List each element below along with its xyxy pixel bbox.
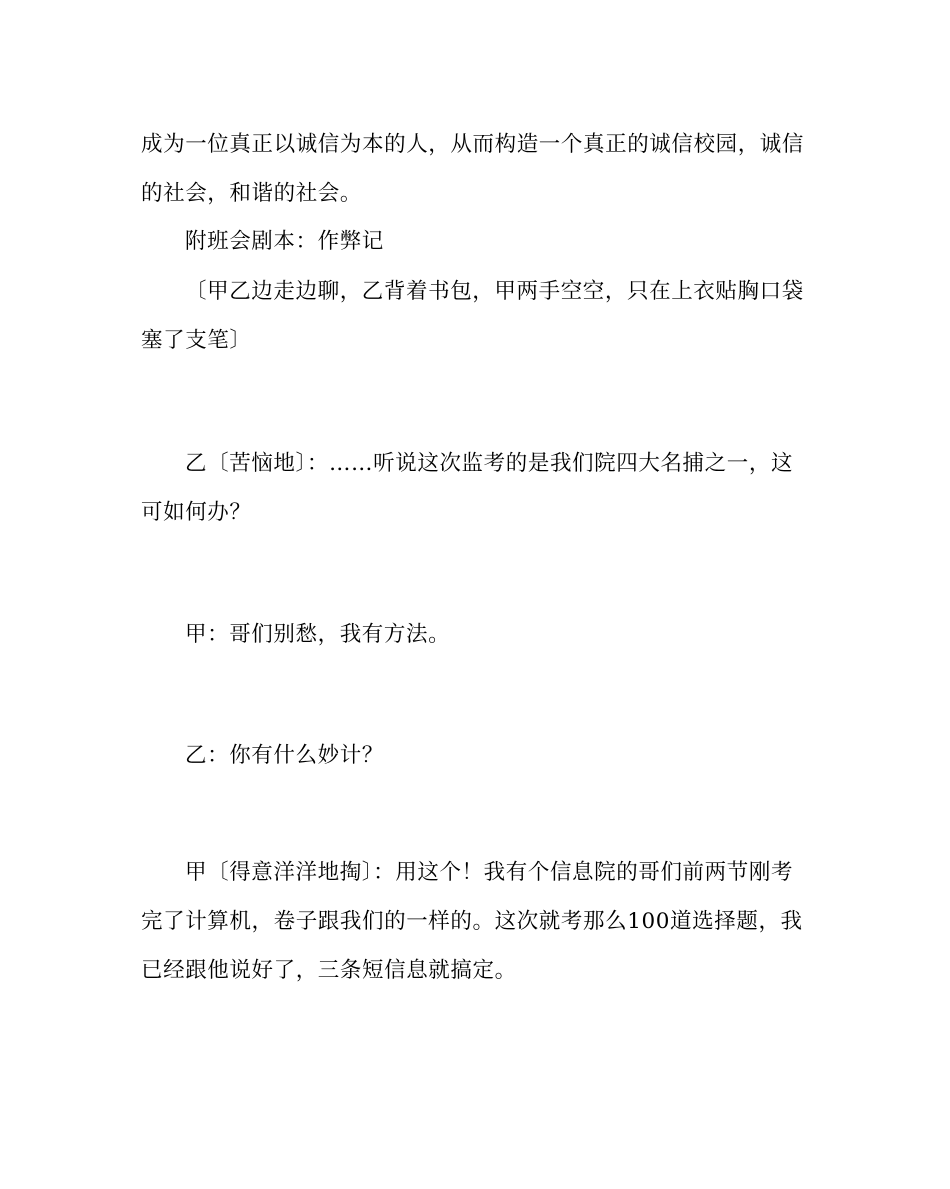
dialogue-line: 已经跟他说好了，三条短信息就搞定。 — [141, 958, 517, 983]
dialogue-line: 甲：哥们别愁，我有方法。 — [185, 622, 451, 647]
paragraph-line: 的社会，和谐的社会。 — [141, 181, 363, 206]
script-title: 附班会剧本：作弊记 — [185, 229, 384, 254]
stage-direction-line: 塞了支笔〕 — [141, 328, 252, 353]
dialogue-line: 可如何办？ — [141, 500, 252, 525]
dialogue-line: 完了计算机，卷子跟我们的一样的。这次就考那么100道选择题，我 — [141, 909, 803, 934]
paragraph-line: 成为一位真正以诚信为本的人，从而构造一个真正的诚信校园，诚信 — [141, 132, 805, 157]
dialogue-line: 甲〔得意洋洋地掏〕：用这个！我有个信息院的哥们前两节刚考 — [185, 860, 794, 885]
dialogue-line: 乙：你有什么妙计？ — [185, 743, 384, 768]
stage-direction-line: 〔甲乙边走边聊，乙背着书包，甲两手空空，只在上衣贴胸口袋 — [185, 279, 804, 304]
dialogue-line: 乙〔苦恼地〕：……听说这次监考的是我们院四大名捕之一，这 — [185, 451, 794, 476]
